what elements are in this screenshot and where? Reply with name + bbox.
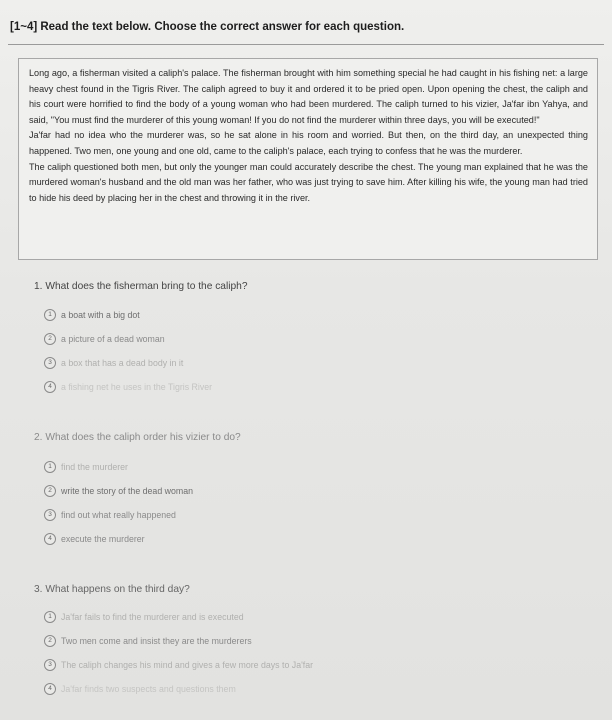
passage-box xyxy=(18,58,598,260)
radio-circle-icon[interactable]: 4 xyxy=(44,683,56,695)
q2-option-4[interactable] xyxy=(44,532,145,546)
radio-circle-icon[interactable]: 2 xyxy=(44,635,56,647)
radio-circle-icon[interactable]: 3 xyxy=(44,509,56,521)
q2-option-1[interactable] xyxy=(44,460,128,474)
divider xyxy=(8,44,604,45)
radio-circle-icon[interactable]: 1 xyxy=(44,309,56,321)
question-1: 1. What does the fisherman bring to the caliph? xyxy=(34,281,248,292)
q1-option-1[interactable] xyxy=(44,308,140,322)
radio-circle-icon[interactable]: 4 xyxy=(44,533,56,545)
q3-option-1[interactable] xyxy=(44,610,244,624)
option-label: write the story of the dead woman xyxy=(61,486,194,496)
option-label: Ja'far finds two suspects and questions them xyxy=(61,684,236,694)
radio-circle-icon[interactable]: 1 xyxy=(44,611,56,623)
q1-option-4[interactable] xyxy=(44,380,212,394)
passage-paragraph-2: Ja'far had no idea who the murderer was, so he sat alone in his room and worried. But then, on the third day, an unexpected thing happened. Two men, one young and one old, came to the caliph's palace, each trying to confess that he was the murderer. xyxy=(29,130,588,156)
option-label: Ja'far fails to find the murderer and is executed xyxy=(61,612,244,622)
radio-circle-icon[interactable]: 3 xyxy=(44,357,56,369)
radio-circle-icon[interactable]: 3 xyxy=(44,659,56,671)
q2-option-2[interactable] xyxy=(44,484,193,498)
passage-paragraph-1: Long ago, a fisherman visited a caliph's palace. The fisherman brought with him something special he had caught in his fishing net: a large heavy chest found in the Tigris River. The caliph agreed to buy it and ordered it to be pried open. Upon opening the chest, the caliph and his court were horrified to find the body of a young woman who had been murdered. The caliph turned to his vizier, Ja'far ibn Yahya, and said, "You must find the murderer of this young woman! If you do not find the murderer within three days, you will be executed!" xyxy=(29,68,588,125)
option-label: a box that has a dead body in it xyxy=(61,358,184,368)
option-label: a boat with a big dot xyxy=(61,310,140,320)
q2-option-3[interactable] xyxy=(44,508,176,522)
option-label: a picture of a dead woman xyxy=(61,334,165,344)
question-2: 2. What does the caliph order his vizier to do? xyxy=(34,432,241,443)
q3-option-3[interactable] xyxy=(44,658,313,672)
q1-option-2[interactable] xyxy=(44,332,165,346)
q3-option-2[interactable] xyxy=(44,634,252,648)
option-label: find out what really happened xyxy=(61,510,176,520)
radio-circle-icon[interactable]: 4 xyxy=(44,381,56,393)
radio-circle-icon[interactable]: 1 xyxy=(44,461,56,473)
option-label: execute the murderer xyxy=(61,534,145,544)
option-label: a fishing net he uses in the Tigris River xyxy=(61,382,213,392)
radio-circle-icon[interactable]: 2 xyxy=(44,333,56,345)
option-label: find the murderer xyxy=(61,462,128,472)
question-3: 3. What happens on the third day? xyxy=(34,584,190,595)
q1-option-3[interactable] xyxy=(44,356,183,370)
instruction-heading: [1~4] Read the text below. Choose the correct answer for each question. xyxy=(10,21,405,33)
q3-option-4[interactable] xyxy=(44,682,236,696)
option-label: Two men come and insist they are the murderers xyxy=(61,636,252,646)
passage-paragraph-3: The caliph questioned both men, but only the younger man could accurately describe the chest. The young man explained that he was the murdered woman's husband and the old man was her father, who was just trying to save him. After killing his wife, the young man had tried to hide his deed by placing her in the chest and throwing it in the river. xyxy=(29,161,588,203)
radio-circle-icon[interactable]: 2 xyxy=(44,485,56,497)
option-label: The caliph changes his mind and gives a few more days to Ja'far xyxy=(61,660,314,670)
